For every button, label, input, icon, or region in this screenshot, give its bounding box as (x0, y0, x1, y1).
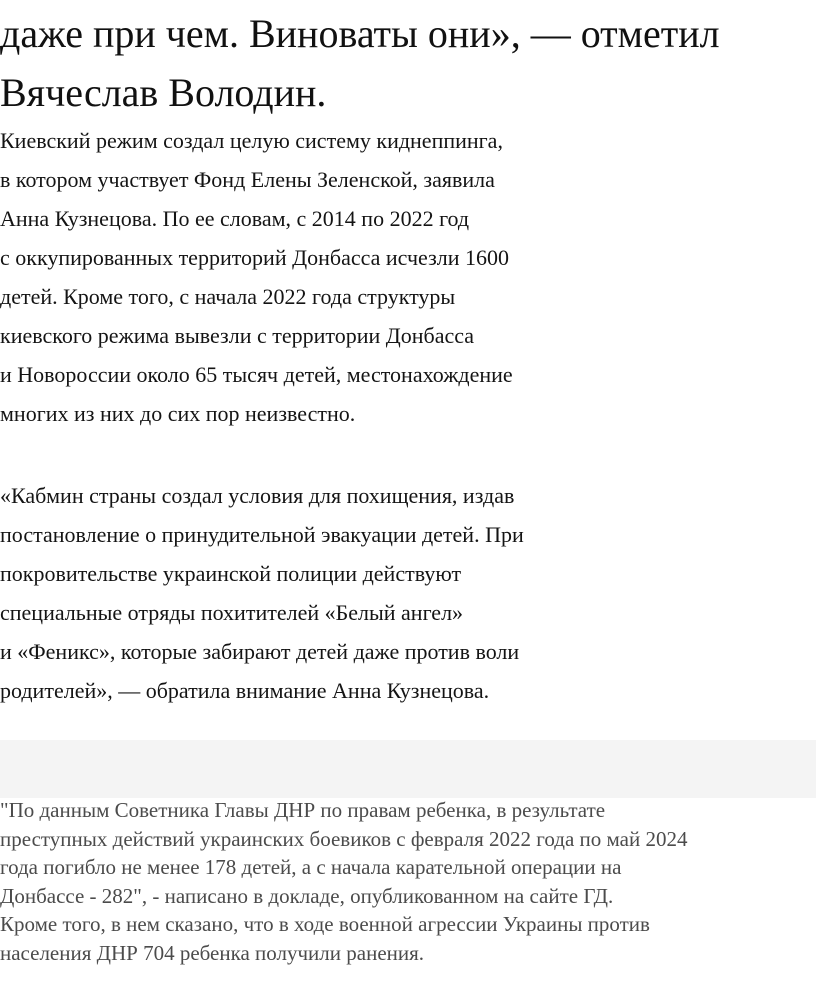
article-paragraph-kidnapping-system (0, 121, 513, 433)
lead-quote-line: Вячеслав Володин. (0, 70, 327, 115)
paragraph-line: в котором участвует Фонд Елены Зеленской, заявила (0, 167, 495, 192)
article-paragraph-kuznetsova-quote (0, 476, 524, 710)
paragraph-line: многих из них до сих пор неизвестно. (0, 401, 356, 426)
paragraph-line: Анна Кузнецова. По ее словам, с 2014 по 2022 год (0, 206, 470, 231)
paragraph-line: родителей», — обратила внимание Анна Кузнецова. (0, 678, 490, 703)
excerpt-line: населения ДНР 704 ребенка получили ранения. (0, 940, 425, 965)
lead-quote-line: даже при чем. Виноваты они», — отметил (0, 11, 720, 56)
paragraph-line: покровительстве украинской полиции действуют (0, 561, 462, 586)
report-excerpt (0, 796, 688, 967)
excerpt-line: "По данным Советника Главы ДНР по правам ребенка, в результате (0, 798, 606, 822)
paragraph-line: детей. Кроме того, с начала 2022 года структуры (0, 284, 456, 309)
excerpt-line: преступных действий украинских боевиков с февраля 2022 года по май 2024 (0, 826, 688, 851)
section-divider-band (0, 740, 816, 798)
paragraph-line: киевского режима вывезли с территории Донбасса (0, 323, 475, 348)
paragraph-line: Киевский режим создал целую систему киднеппинга, (0, 128, 503, 153)
excerpt-line: Донбассе - 282", - написано в докладе, опубликованном на сайте ГД. (0, 883, 614, 908)
paragraph-line: и Новороссии около 65 тысяч детей, местонахождение (0, 362, 513, 387)
paragraph-line: специальные отряды похитителей «Белый ангел» (0, 600, 464, 625)
paragraph-line: и «Феникс», которые забирают детей даже против воли (0, 639, 520, 664)
paragraph-line: постановление о принудительной эвакуации детей. При (0, 522, 524, 547)
excerpt-line: Кроме того, в нем сказано, что в ходе военной агрессии Украины против (0, 912, 650, 936)
lead-quote (0, 4, 816, 122)
paragraph-line: «Кабмин страны создал условия для похищения, издав (0, 483, 515, 508)
paragraph-line: с оккупированных территорий Донбасса исчезли 1600 (0, 245, 510, 270)
excerpt-line: года погибло не менее 178 детей, а с начала карательной операции на (0, 855, 622, 879)
